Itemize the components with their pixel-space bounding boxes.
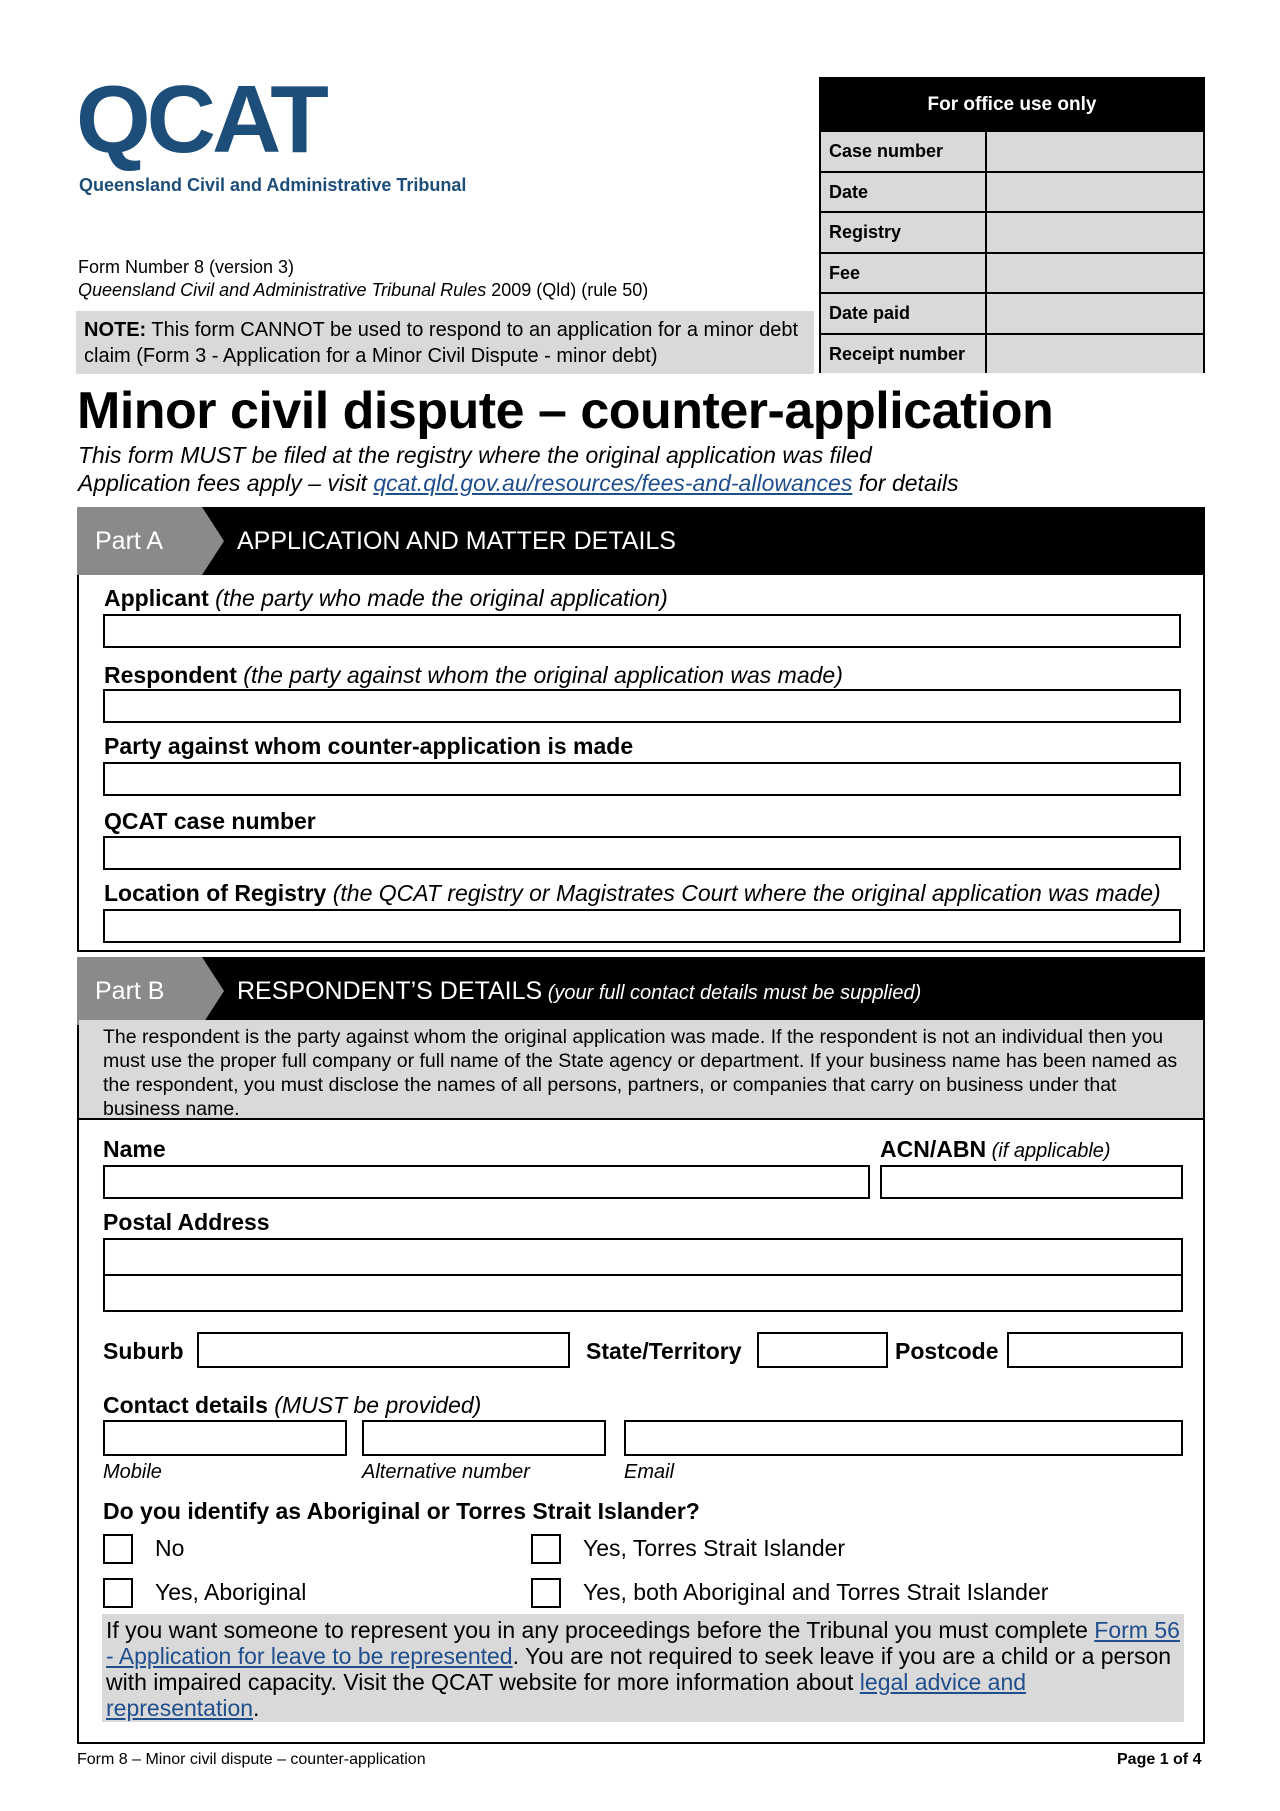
- respondent-label-italic: (the party against whom the original application was made): [236, 662, 843, 688]
- postcode-label: [895, 1338, 999, 1365]
- filing-instruction: This form MUST be filed at the registry where the original application was filed: [78, 442, 872, 468]
- alternative-number-input[interactable]: [362, 1420, 606, 1456]
- office-use-header: For office use only: [821, 79, 1203, 130]
- office-row: [821, 333, 1203, 374]
- office-row-label: Registry: [821, 213, 987, 252]
- rules-rest: 2009 (Qld) (rule 50): [486, 280, 649, 300]
- option-aboriginal-label: Yes, Aboriginal: [155, 1579, 307, 1605]
- case-number-input[interactable]: [103, 836, 1181, 870]
- contact-label-bold: Contact details: [103, 1392, 268, 1418]
- page-title: Minor civil dispute – counter-application: [77, 382, 1054, 440]
- rules-title: Queensland Civil and Administrative Tribunal Rules: [78, 280, 487, 300]
- applicant-input[interactable]: [103, 614, 1181, 648]
- part-a-header: [77, 507, 1205, 575]
- counter-party-input[interactable]: [103, 762, 1181, 796]
- case-number-field: [987, 132, 1203, 171]
- fees-link[interactable]: qcat.qld.gov.au/resources/fees-and-allowances: [373, 470, 853, 496]
- email-input[interactable]: [624, 1420, 1183, 1456]
- respondent-info: The respondent is the party against whom the original application was made. If the respondent is not an individual then you must use the proper full company or full name of the State agency or department. If your business name has been named as the respondent, you must disclose the names of all persons, partners, or companies that carry on business under that business name.: [79, 1020, 1203, 1120]
- part-a-tag: Part A: [77, 507, 202, 575]
- part-b-title-italic: (your full contact details must be supplied): [542, 982, 922, 1004]
- option-torres-strait-checkbox[interactable]: [531, 1534, 561, 1564]
- qcat-logo: QCAT: [76, 66, 325, 173]
- state-input[interactable]: [757, 1332, 888, 1368]
- date-field: [987, 173, 1203, 212]
- fees-text-before: Application fees apply – visit: [78, 470, 374, 496]
- suburb-label: [103, 1338, 184, 1365]
- registry-location-label: [104, 880, 1161, 907]
- acn-input[interactable]: [880, 1165, 1183, 1199]
- postal-address-label: [103, 1209, 270, 1236]
- office-row-label: Date paid: [821, 294, 987, 333]
- email-caption: Email: [624, 1461, 675, 1483]
- footer-form-title: Form 8 – Minor civil dispute – counter-application: [77, 1751, 426, 1768]
- applicant-label-bold: Applicant: [104, 585, 209, 611]
- state-label: [586, 1338, 742, 1365]
- office-row: [821, 211, 1203, 252]
- option-aboriginal-checkbox[interactable]: [103, 1578, 133, 1608]
- office-row: [821, 292, 1203, 333]
- office-row-label: Case number: [821, 132, 987, 171]
- mobile-caption: Mobile: [103, 1461, 162, 1483]
- counter-party-label: [104, 733, 633, 760]
- indigenous-question: [103, 1498, 700, 1525]
- part-a-title: APPLICATION AND MATTER DETAILS: [237, 527, 676, 555]
- alternative-number-caption: Alternative number: [362, 1461, 530, 1483]
- respondent-label: [104, 662, 843, 689]
- registry-field: [987, 213, 1203, 252]
- state-label-bold: State/Territory: [586, 1338, 742, 1364]
- name-input[interactable]: [103, 1165, 870, 1199]
- registry-location-label-italic: (the QCAT registry or Magistrates Court where the original application was made): [326, 880, 1161, 906]
- name-label: [103, 1136, 166, 1163]
- mobile-input[interactable]: [103, 1420, 347, 1456]
- part-b-header: [77, 957, 1205, 1025]
- part-b-arrow-icon: [202, 957, 224, 1025]
- fee-field: [987, 254, 1203, 293]
- option-both-label: Yes, both Aboriginal and Torres Strait Islander: [583, 1579, 1049, 1605]
- office-row-label: Fee: [821, 254, 987, 293]
- suburb-input[interactable]: [197, 1332, 570, 1368]
- logo-subtitle: Queensland Civil and Administrative Tribunal: [79, 175, 467, 195]
- part-b-title-main: RESPONDENT’S DETAILS: [237, 977, 543, 1005]
- acn-label-bold: ACN/ABN: [880, 1136, 987, 1162]
- option-torres-strait-label: Yes, Torres Strait Islander: [583, 1535, 846, 1561]
- suburb-label-bold: Suburb: [103, 1338, 184, 1364]
- option-no-checkbox[interactable]: [103, 1534, 133, 1564]
- office-row-label: Receipt number: [821, 335, 987, 374]
- respondent-input[interactable]: [103, 689, 1181, 723]
- office-row: [821, 130, 1203, 171]
- contact-label-italic: (MUST be provided): [267, 1392, 482, 1418]
- note-label: NOTE:: [84, 319, 147, 341]
- postal-address-line1-input[interactable]: [103, 1238, 1183, 1276]
- part-b-tag: Part B: [77, 957, 202, 1025]
- fees-text-after: for details: [852, 470, 959, 496]
- case-number-label-bold: QCAT case number: [104, 808, 316, 834]
- respondent-label-bold: Respondent: [104, 662, 237, 688]
- receipt-number-field: [987, 335, 1203, 374]
- part-a-arrow-icon: [202, 507, 224, 575]
- option-both-checkbox[interactable]: [531, 1578, 561, 1608]
- office-row-label: Date: [821, 173, 987, 212]
- registry-location-input[interactable]: [103, 909, 1181, 943]
- office-row: [821, 252, 1203, 293]
- postal-address-line2-input[interactable]: [103, 1274, 1183, 1312]
- footer-page-number: Page 1 of 4: [1117, 1751, 1202, 1768]
- legal-advice-link[interactable]: legal advice and representation: [106, 1669, 1027, 1721]
- part-b-title: [237, 957, 921, 1027]
- office-use-box: [819, 77, 1205, 373]
- office-row: [821, 171, 1203, 212]
- note-text: This form CANNOT be used to respond to an application for a minor debt claim (Form 3 - Application for a Minor Civil Dispute - minor debt): [84, 319, 799, 367]
- option-no-label: No: [155, 1535, 185, 1561]
- applicant-label: [104, 585, 668, 612]
- registry-location-label-bold: Location of Registry: [104, 880, 327, 906]
- note-box: [76, 311, 814, 374]
- postcode-label-bold: Postcode: [895, 1338, 999, 1364]
- form-number: Form Number 8 (version 3): [78, 257, 295, 277]
- leave-text-3: .: [253, 1695, 260, 1721]
- postal-address-label-bold: Postal Address: [103, 1209, 270, 1235]
- representation-info: [102, 1614, 1184, 1722]
- postcode-input[interactable]: [1007, 1332, 1183, 1368]
- date-paid-field: [987, 294, 1203, 333]
- counter-party-label-bold: Party against whom counter-application is made: [104, 733, 634, 759]
- form-56-link[interactable]: Form 56 - Application for leave to be represented: [106, 1617, 1180, 1669]
- applicant-label-italic: (the party who made the original application): [208, 585, 668, 611]
- case-number-label: [104, 808, 316, 835]
- indigenous-question-text: Do you identify as Aboriginal or Torres Strait Islander?: [103, 1498, 700, 1524]
- fees-instruction: [78, 470, 958, 497]
- acn-label-italic: (if applicable): [986, 1140, 1111, 1162]
- leave-text-2: . You are not required to seek leave if you are a child or a person with impaired capacity. Visit the QCAT website for more information about: [106, 1643, 1172, 1695]
- acn-label: [880, 1136, 1111, 1163]
- rules-reference: [78, 280, 648, 301]
- name-label-bold: Name: [103, 1136, 166, 1162]
- leave-text-1: If you want someone to represent you in any proceedings before the Tribunal you must complete: [106, 1617, 1095, 1643]
- contact-label: [103, 1392, 481, 1419]
